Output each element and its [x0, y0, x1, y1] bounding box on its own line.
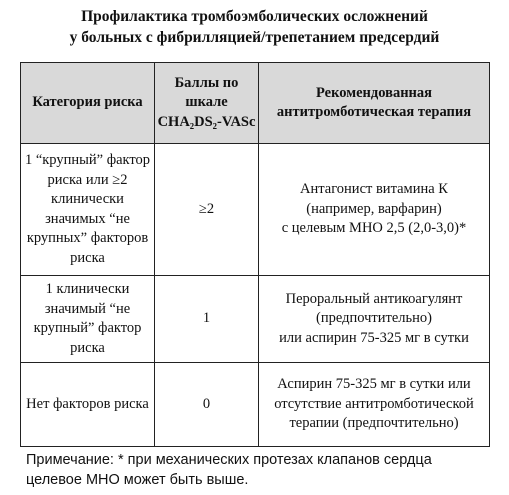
header-score: Баллы по шкале CHA₂DS₂-VASc — [155, 63, 259, 144]
score-cell: 0 — [155, 363, 259, 447]
risk-category-cell: 1 клинически значимый “не крупный” фактор риска — [21, 276, 155, 363]
title-line-2: у больных с фибрилляцией/трепетанием предсердий — [69, 29, 440, 46]
therapy-cell: Аспирин 75-325 мг в сутки или отсутствие антитромботической терапии (предпочтительно) — [259, 363, 490, 447]
title-line-1: Профилактика тромбоэмболических осложнений — [81, 8, 428, 25]
header-risk-category: Категория риска — [21, 63, 155, 144]
score-cell: 1 — [155, 276, 259, 363]
risk-therapy-table — [20, 62, 490, 447]
document-title — [0, 6, 509, 48]
table-row — [21, 363, 490, 447]
score-cell: ≥2 — [155, 144, 259, 276]
header-therapy: Рекомендованная антитромботическая терапия — [259, 63, 490, 144]
table-row — [21, 144, 490, 276]
footnote: Примечание: * при механических протезах клапанов сердца целевое МНО может быть выше. — [26, 452, 432, 488]
therapy-cell: Антагонист витамина К (например, варфарин) с целевым МНО 2,5 (2,0-3,0)* — [259, 144, 490, 276]
risk-category-cell: Нет факторов риска — [21, 363, 155, 447]
table-row — [21, 276, 490, 363]
therapy-cell: Пероральный антикоагулянт (предпочтительно) или аспирин 75-325 мг в сутки — [259, 276, 490, 363]
table-header-row — [21, 63, 490, 144]
risk-category-cell: 1 “крупный” фактор риска или ≥2 клинически значимых “не крупных” факторов риска — [21, 144, 155, 276]
